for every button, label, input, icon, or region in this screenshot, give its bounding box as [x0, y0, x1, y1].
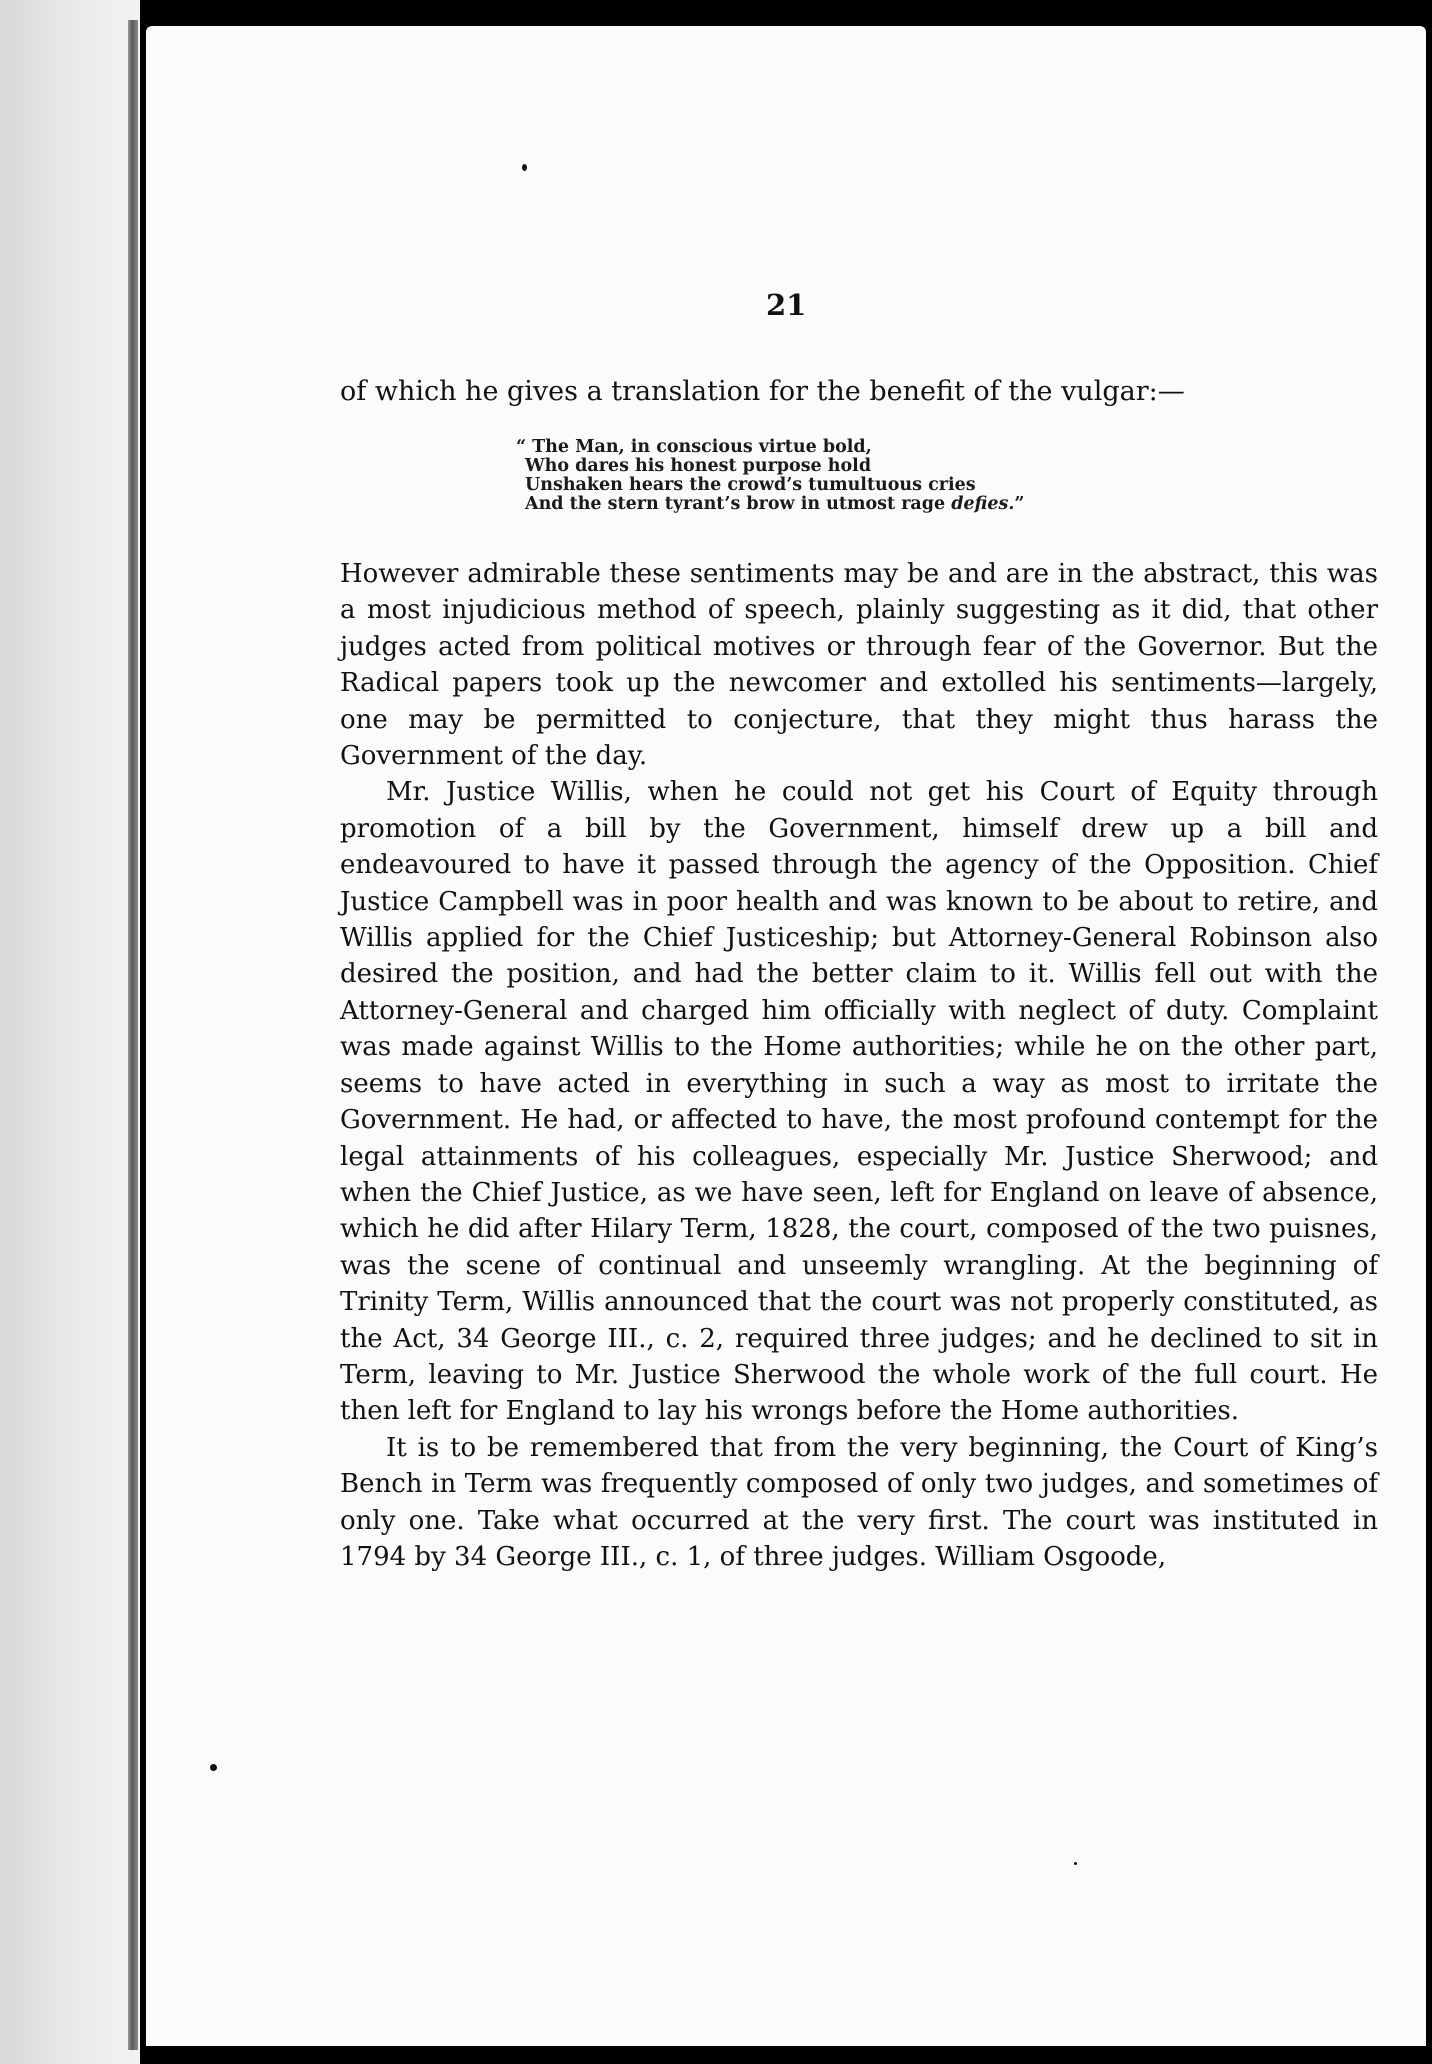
paragraph: Mr. Justice Willis, when he could not get his Court of Equity through promotion of a bill by the Government, himself drew up a bill and endeavoured to have it passed through the agency of the Opposition. Chief Justice Campbell was in poor health and was known to be about to retire, and Willis applied for the Chief Justiceship; but Attorney-General Robinson also desired the position, and had the better claim to it. Willis fell out with the Attorney-General and charged him officially with neglect of duty. Complaint was made against Willis to the Home authorities; while he on the other part, seems to have acted in everything in such a way as most to irritate the Government. He had, or affected to have, the most profound contempt for the legal attainments of his colleagues, especially Mr. Justice Sherwood; and when the Chief Justice, as we have seen, left for England on leave of absence, which he did after Hilary Term, 1828, the court, composed of the two puisnes, was the scene of continual and unseemly wrangling. At the beginning of Trinity Term, Willis announced that the court was not properly constituted, as the Act, 34 George III., c. 2, required three judges; and he declined to sit in Term, leaving to Mr. Justice Sherwood the whole work of the full court. He then left for England to lay his wrongs before the Home authorities. [340, 777, 1378, 1427]
verse-line: Unshaken hears the crowd’s tumultuous cries [525, 475, 976, 495]
ink-speck [522, 164, 527, 171]
verse-closing-quote: ” [1014, 494, 1025, 514]
verse-line: “ The Man, in conscious virtue bold, [516, 437, 872, 457]
paragraph: It is to be remembered that from the very beginning, the Court of King’s Bench in Term was frequently composed of only two judges, and sometimes of only one. Take what occurred at the very first. The court was instituted in 1794 by 34 George III., c. 1, of three judges. William Osgoode, [340, 1432, 1378, 1572]
page-fold-shadow [128, 20, 138, 2050]
verse-line: Who dares his honest purpose hold [525, 456, 872, 476]
verse-line-text: And the stern tyrant’s brow in utmost rage [525, 494, 952, 514]
book-page [146, 26, 1426, 2046]
verse-italic-word: defies. [951, 494, 1015, 514]
body-text [340, 556, 1378, 1575]
previous-page-edge [0, 0, 140, 2064]
ink-speck [1074, 1862, 1077, 1865]
paragraph: However admirable these sentiments may be and are in the abstract, this was a most injudicious method of speech, plainly suggesting as it did, that other judges acted from political motives or through fear of the Governor. But the Radical papers took up the newcomer and extolled his sentiments—largely, one may be permitted to conjecture, that they might thus harass the Government of the day. [340, 559, 1378, 772]
intro-line: of which he gives a translation for the benefit of the vulgar:— [340, 376, 1185, 407]
page-number: 21 [766, 288, 807, 322]
verse-line [516, 495, 1025, 514]
ink-speck [210, 1764, 217, 1771]
verse-quotation [516, 438, 1025, 514]
